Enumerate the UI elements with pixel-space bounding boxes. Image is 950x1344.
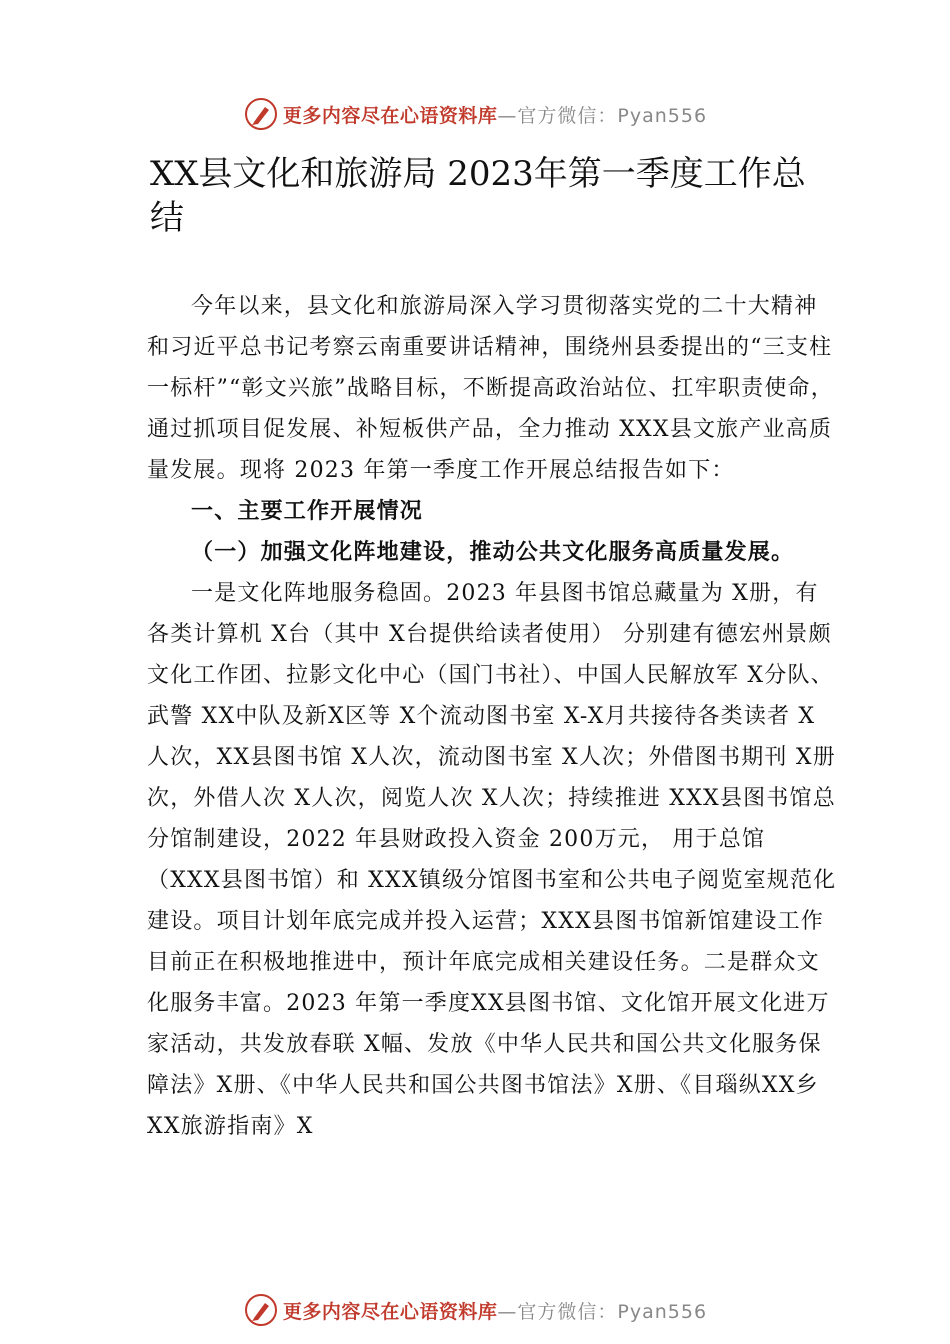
header-watermark-banner [0,94,950,134]
section-heading: 一、主要工作开展情况 [191,499,424,524]
banner-brand-text: 更多内容尽在心语资料库 [282,104,498,127]
document-body [147,286,837,1147]
banner-wechat-text: —官方微信：Pyan556 [497,1300,708,1323]
footer-watermark-banner [0,1290,950,1330]
pen-nib-logo-icon [243,96,279,132]
intro-paragraph: 今年以来，县文化和旅游局深入学习贯彻落实党的二十大精神和习近平总书记考察云南重要讲话精神，围绕州县委提出的“三支柱一标杆”“彰文兴旅”战略目标，不断提高政治站位、扛牢职责使命，通过抓项目促发展、补短板供产品，全力推动 XXX县文旅产业高质量发展。现将 2023 年第一季度工作开展总结报告如下： [147,294,834,483]
pen-nib-logo-icon [243,1292,279,1328]
banner-brand-text: 更多内容尽在心语资料库 [282,1300,498,1323]
document-title: XX县文化和旅游局 2023年第一季度工作总结 [150,154,806,238]
subsection-heading: （一）加强文化阵地建设，推动公共文化服务高质量发展。 [191,539,795,565]
body-paragraph: 一是文化阵地服务稳固。2023 年县图书馆总藏量为 X册，有各类计算机 X台（其中 X台提供给读者使用） 分别建有德宏州景颇文化工作团、拉影文化中心（国门书社）、中国人民解放军 X分队、武警 XX中队及新X区等 X个流动图书室 X-X月共接待各类读者 X人次，XX县图书馆 X人次，流动图书室 X人次；外借图书期刊 X册次，外借人次 X人次，阅览人次 X人次；持续推进 XXX县图书馆总分馆制建设，2022 年县财政投入资金 200万元， 用于总馆（XXX县图书馆）和 XXX镇级分馆图书室和公共电子阅览室规范化建设。项目计划年底完成并投入运营；XXX县图书馆新馆建设工作目前正在积极地推进中，预计年底完成相关建设任务。二是群众文化服务丰富。2023 年第一季度XX县图书馆、文化馆开展文化进万家活动，共发放春联 X幅、发放《中华人民共和国公共文化服务保障法》X册、《中华人民共和国公共图书馆法》X册、《目瑙纵XX乡 XX旅游指南》X [147,581,837,1139]
banner-wechat-text: —官方微信：Pyan556 [497,104,708,127]
